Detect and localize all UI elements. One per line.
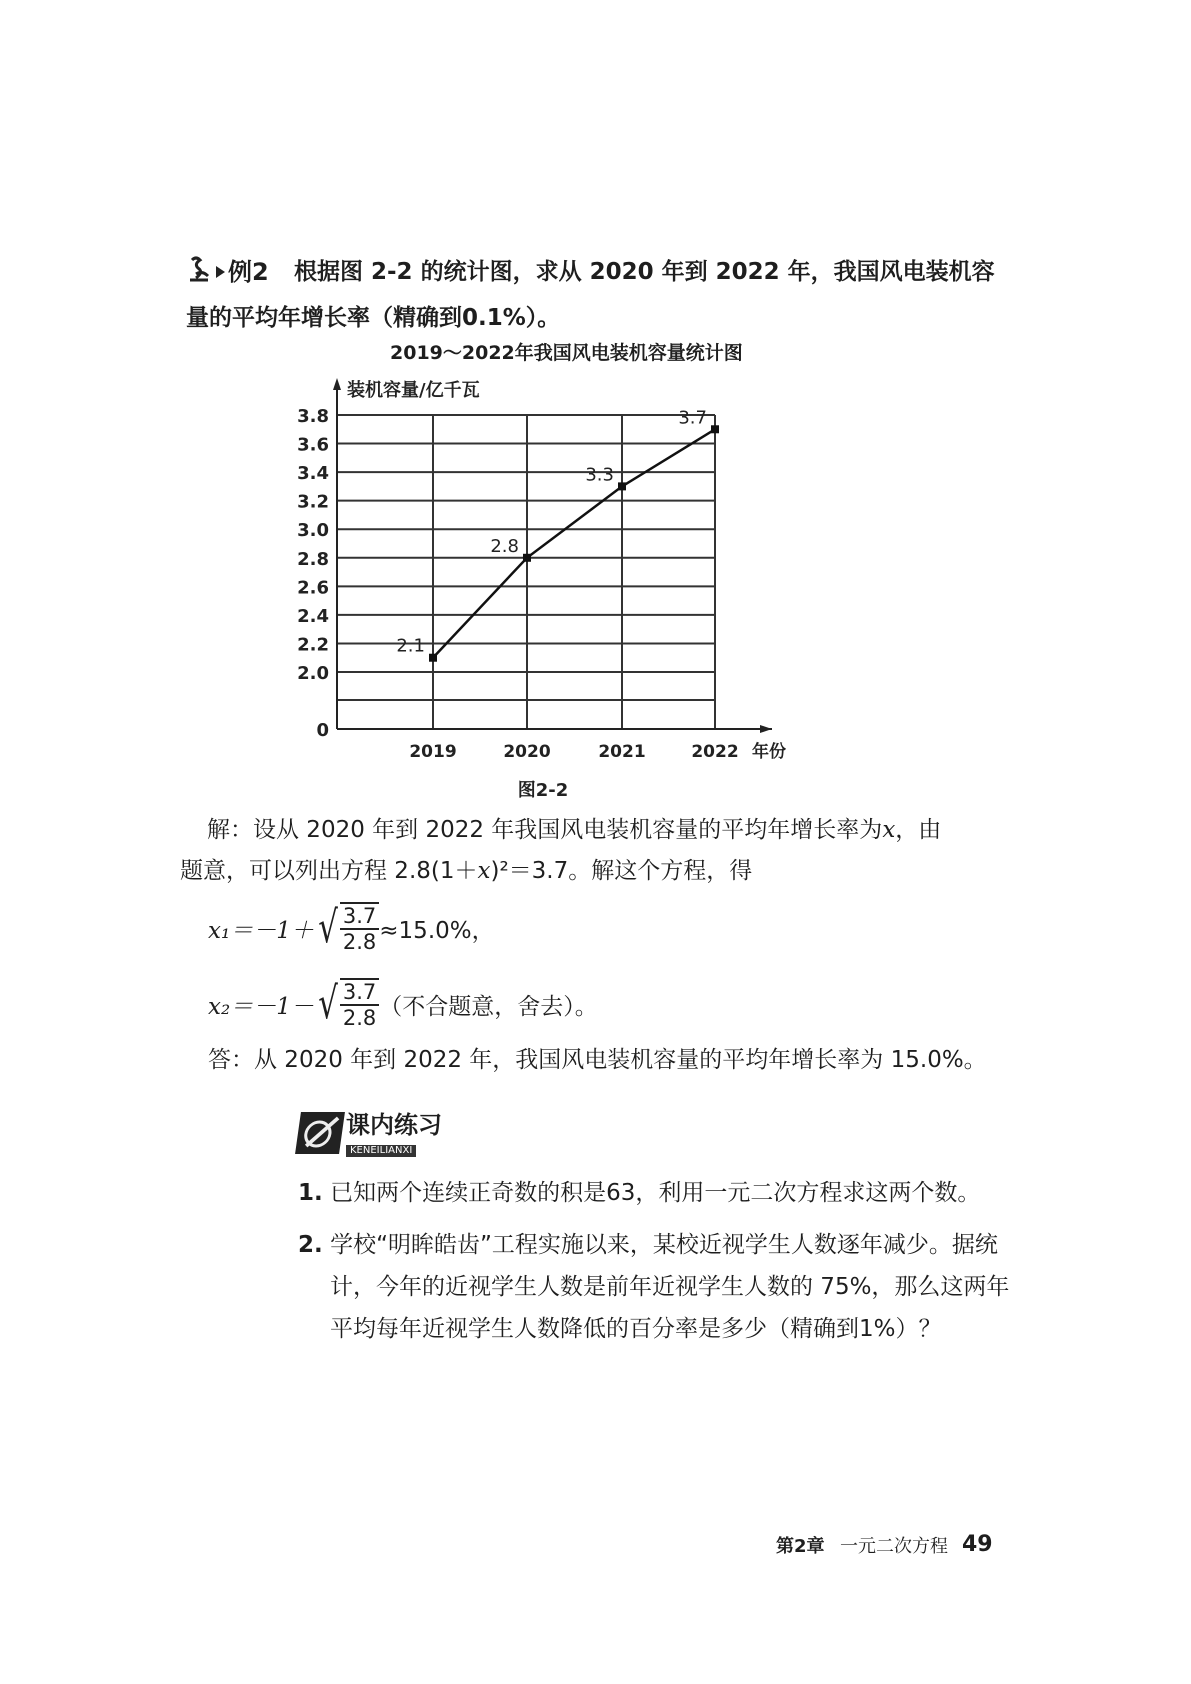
solution-line2 (180, 856, 752, 886)
y-tick-label: 2.0 (297, 663, 329, 684)
solution-line2-a: 题意，可以列出方程 2.8(1＋ (180, 858, 478, 884)
y-tick-label: 2.4 (297, 605, 329, 627)
equation-x1 (208, 898, 495, 958)
line-chart (0, 370, 1191, 810)
x2-rhs: （不合题意，舍去）。 (379, 993, 598, 1020)
answer-text: 答：从 2020 年到 2022 年，我国风电装机容量的平均年增长率为 15.0%。 (208, 1047, 987, 1073)
x-tick-label: 2019 (409, 742, 457, 762)
data-point (523, 554, 531, 562)
data-label: 3.3 (585, 464, 614, 486)
exercise-item-2-line2: 计，今年的近视学生人数是前年近视学生人数的 75%，那么这两年 (330, 1274, 1010, 1300)
exercise-item-2-line3: 平均每年近视学生人数降低的百分率是多少（精确到1%）？ (330, 1316, 942, 1342)
sqrt-fraction (314, 902, 379, 954)
equation-x2 (208, 974, 598, 1034)
exercise-subtitle: KENEILIANXI (346, 1145, 416, 1157)
item-text: 学校“明眸皓齿”工程实施以来，某校近视学生人数逐年减少。据统 (330, 1232, 998, 1258)
series-line (433, 429, 715, 657)
y-tick-label: 3.4 (297, 463, 329, 485)
radical-sign-icon: √ (318, 902, 338, 953)
fraction-numerator: 3.7 (340, 980, 379, 1006)
example-icon (186, 256, 214, 286)
variable-x: x (882, 817, 896, 843)
y-tick-label: 3.8 (297, 406, 329, 427)
figure-caption: 图2-2 (517, 780, 569, 801)
y-axis-label: 装机容量/亿千瓦 (347, 380, 480, 401)
solution-line2-b: )²＝3.7。解这个方程，得 (490, 858, 753, 884)
fraction-denominator: 2.8 (342, 1006, 377, 1030)
data-point (711, 425, 719, 433)
y-axis-arrow-icon (333, 378, 341, 390)
item-text: 已知两个连续正奇数的积是63，利用一元二次方程求这两个数。 (330, 1180, 981, 1206)
x-tick-label: 2021 (598, 742, 646, 762)
solution-line1-end: ，由 (895, 817, 942, 843)
fraction-denominator: 2.8 (342, 930, 377, 954)
x-tick-label: 2022 (691, 742, 739, 762)
y-tick-label: 0 (316, 720, 329, 741)
example-text-line1: 根据图 2-2 的统计图，求从 2020 年到 2022 年，我国风电装机容 (294, 259, 995, 285)
x-tick-label: 2020 (503, 742, 551, 762)
data-point (618, 482, 626, 490)
x1-lhs: x₁＝－1＋ (208, 917, 314, 944)
example-text-line2: 量的平均年增长率（精确到0.1%）。 (186, 305, 561, 331)
x-axis-label: 年份 (752, 742, 786, 762)
solution-line1 (207, 815, 941, 845)
exercise-icon (295, 1112, 345, 1154)
x-axis-arrow-icon (760, 725, 772, 733)
chart-title: 2019～2022年我国风电装机容量统计图 (390, 342, 743, 364)
x2-lhs: x₂＝－1－ (208, 993, 314, 1020)
y-tick-label: 3.6 (297, 434, 329, 456)
exercise-item-1 (298, 1178, 980, 1208)
exercise-title: 课内练习 (346, 1111, 442, 1139)
page-number: 49 (962, 1532, 993, 1557)
exercise-item-2 (298, 1230, 998, 1260)
radical-sign-icon: √ (318, 978, 338, 1029)
y-tick-label: 2.6 (297, 577, 329, 599)
sqrt-fraction (314, 978, 379, 1030)
data-label: 3.7 (678, 407, 707, 429)
variable-x: x (477, 858, 491, 884)
solution-line1-text: 解：设从 2020 年到 2022 年我国风电装机容量的平均年增长率为 (207, 817, 883, 843)
y-tick-label: 3.0 (297, 520, 329, 542)
data-label: 2.1 (396, 635, 425, 657)
y-tick-label: 2.2 (297, 634, 329, 656)
item-number: 2. (298, 1232, 323, 1258)
triangle-marker-icon (216, 266, 225, 278)
y-tick-label: 2.8 (297, 548, 329, 570)
data-label: 2.8 (490, 535, 519, 557)
data-point (429, 654, 437, 662)
footer-chapter-title: 一元二次方程 (840, 1536, 948, 1557)
x1-rhs: ≈15.0%， (379, 917, 495, 944)
footer-chapter: 第2章 (776, 1536, 825, 1557)
item-number: 1. (298, 1180, 323, 1206)
fraction-numerator: 3.7 (340, 904, 379, 930)
y-tick-label: 3.2 (297, 491, 329, 513)
example-label: 例2 (228, 258, 269, 286)
